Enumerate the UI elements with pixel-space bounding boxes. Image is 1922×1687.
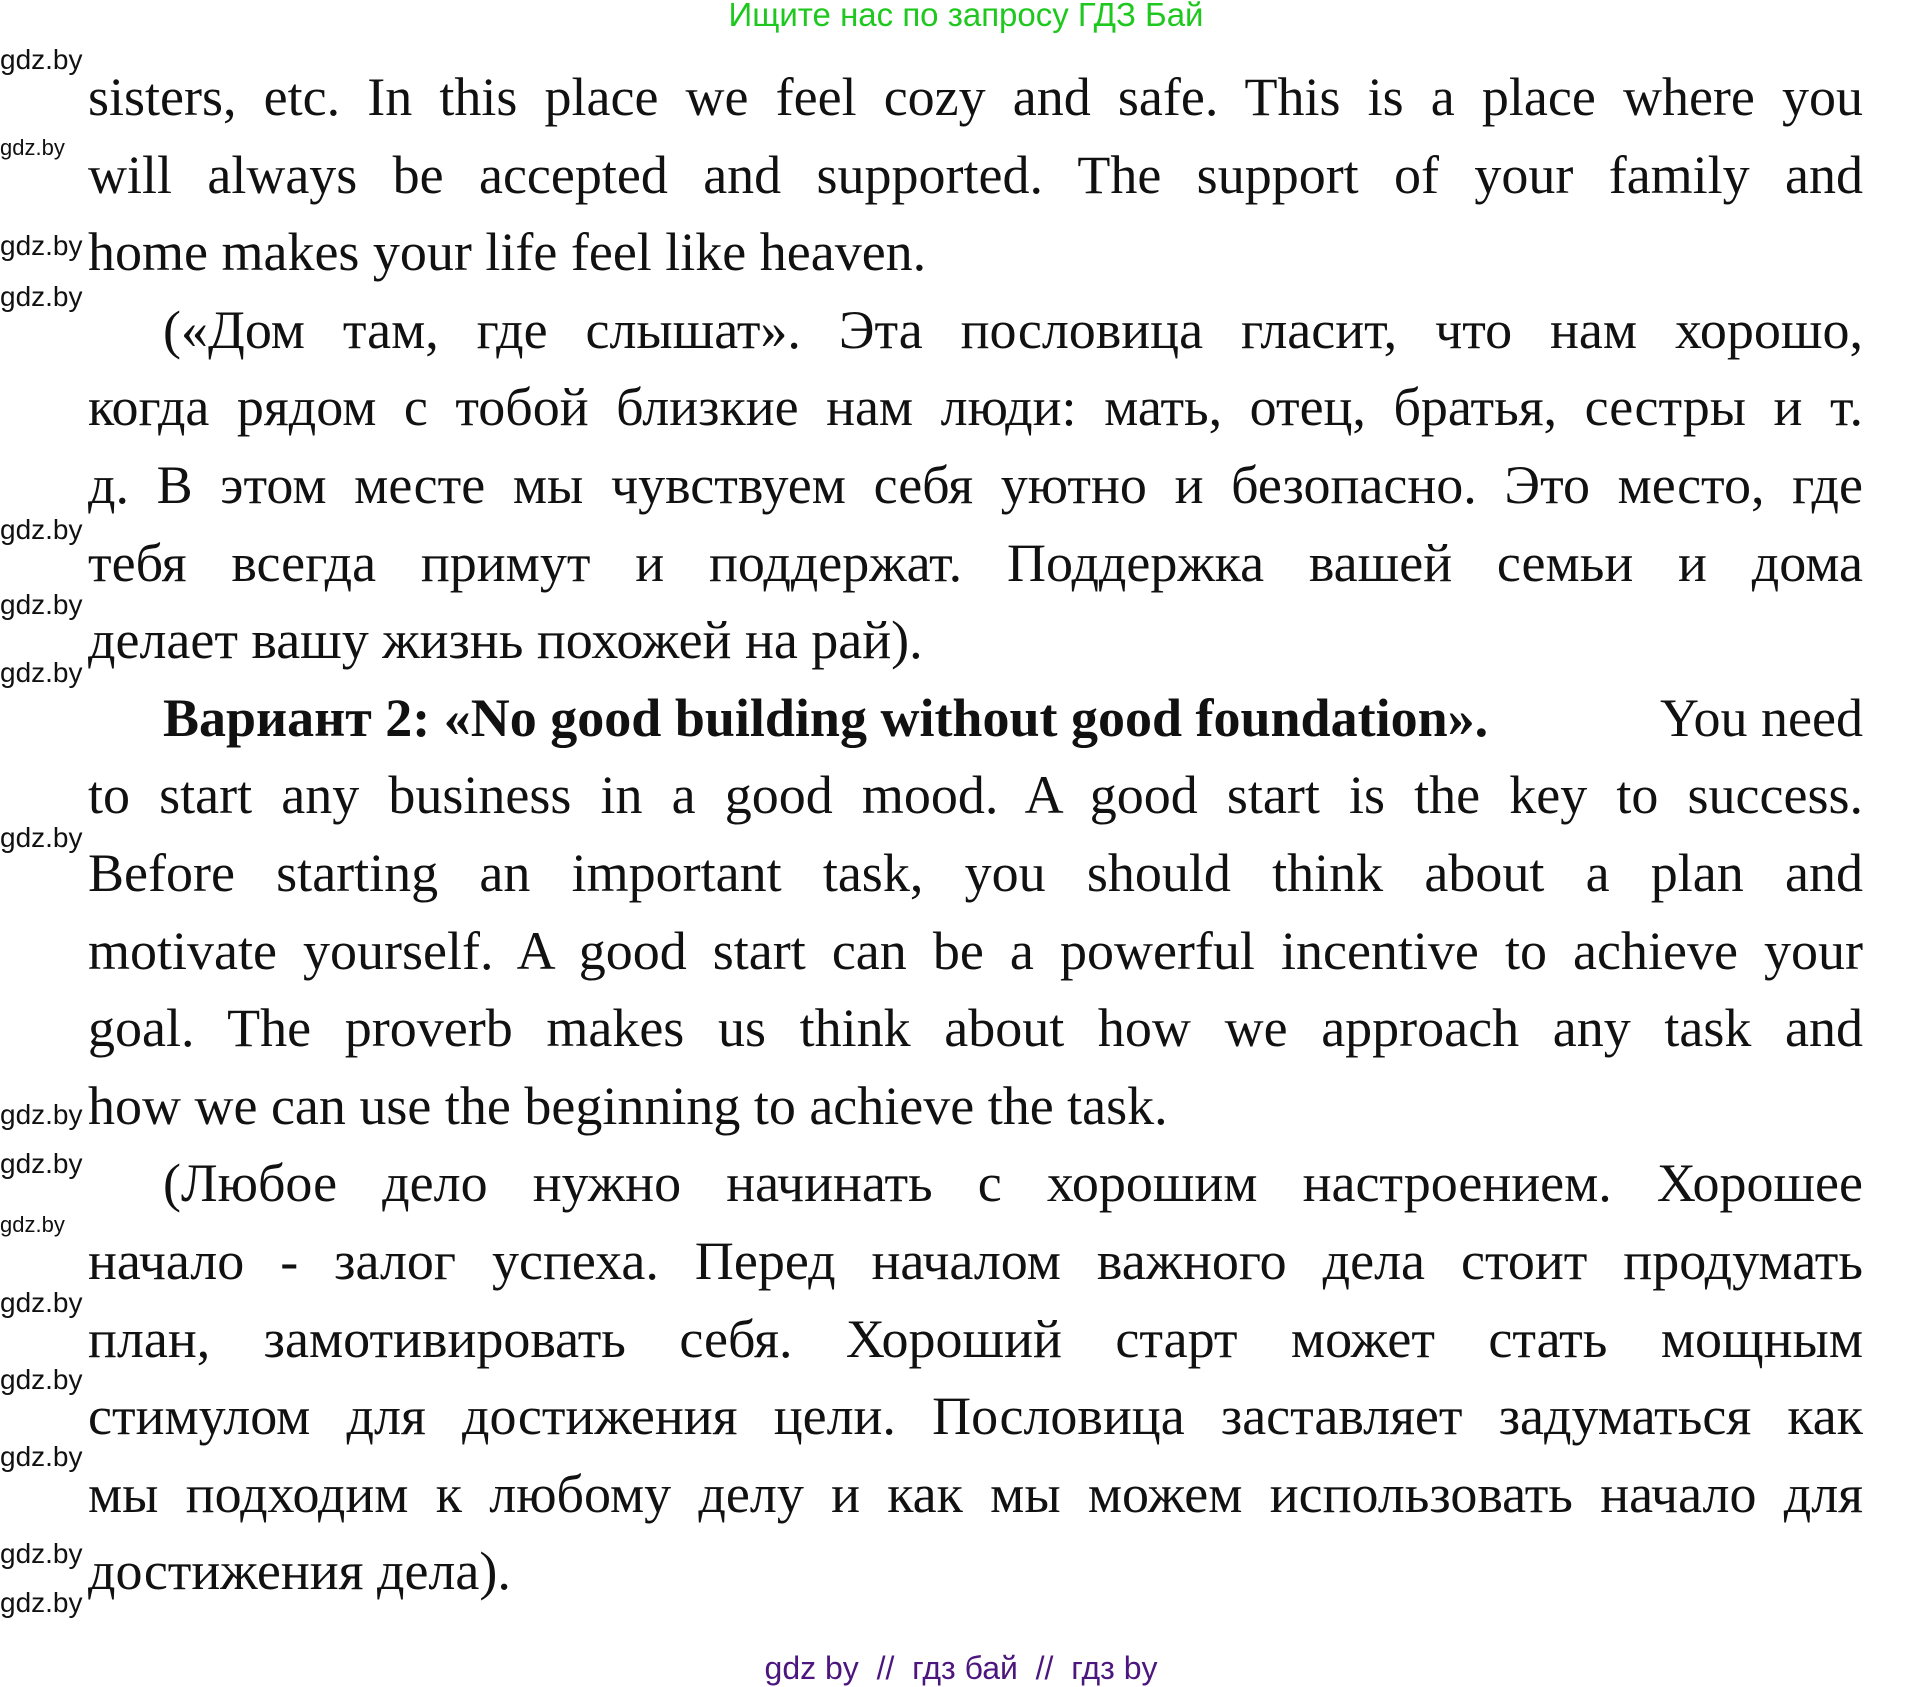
search-hint-banner: Ищите нас по запросу ГДЗ Бай	[728, 0, 1204, 33]
text-fragment: You need	[1659, 687, 1863, 748]
text-line: стимулом для достижения цели. Пословица заставляет задуматься как	[88, 1386, 1863, 1447]
text-line: goal. The proverb makes us think about how we approach any task and	[88, 998, 1863, 1059]
watermark: gdz.by	[0, 135, 65, 160]
text-line: («Дом там, где слышат». Эта пословица гласит, что нам хорошо,	[163, 299, 1863, 360]
watermark: gdz.by	[0, 1538, 83, 1569]
variant-heading-line	[88, 680, 1863, 758]
text-line: когда рядом с тобой близкие нам люди: мать, отец, братья, сестры и т.	[88, 377, 1863, 438]
text-line: (Любое дело нужно начинать с хорошим настроением. Хорошее	[163, 1153, 1863, 1214]
watermark: gdz.by	[0, 657, 83, 688]
document-body	[88, 59, 1863, 1611]
text-line: home makes your life feel like heaven.	[88, 222, 927, 283]
watermark: gdz.by	[0, 44, 83, 75]
text-line: Before starting an important task, you should think about a plan and	[88, 842, 1863, 903]
watermark: gdz.by	[0, 1587, 83, 1618]
text-line: делает вашу жизнь похожей на рай).	[88, 610, 923, 671]
watermark: gdz.by	[0, 1287, 83, 1318]
text-line: начало - залог успеха. Перед началом важного дела стоит продумать	[88, 1230, 1863, 1291]
watermark: gdz.by	[0, 1148, 83, 1179]
watermark: gdz.by	[0, 230, 83, 261]
variant-title: Вариант 2: «No good building without good foundation».	[163, 687, 1489, 748]
watermark: gdz.by	[0, 281, 83, 312]
text-line: достижения дела).	[88, 1541, 511, 1602]
footer-links: gdz by // гдз бай // гдз by	[764, 1650, 1158, 1686]
text-line: тебя всегда примут и поддержат. Поддержка вашей семьи и дома	[88, 532, 1863, 593]
text-line: to start any business in a good mood. A good start is the key to success.	[88, 765, 1863, 826]
text-line: д. В этом месте мы чувствуем себя уютно и безопасно. Это место, где	[88, 454, 1863, 515]
watermark: gdz.by	[0, 1441, 83, 1472]
watermark: gdz.by	[0, 822, 83, 853]
watermark: gdz.by	[0, 1212, 65, 1237]
text-line: motivate yourself. A good start can be a powerful incentive to achieve your	[88, 920, 1863, 981]
text-line: sisters, etc. In this place we feel cozy and safe. This is a place where you	[88, 67, 1863, 127]
watermark: gdz.by	[0, 514, 83, 545]
watermark: gdz.by	[0, 1364, 83, 1395]
watermark: gdz.by	[0, 589, 83, 620]
text-line: will always be accepted and supported. The support of your family and	[88, 144, 1863, 205]
watermark: gdz.by	[0, 1099, 83, 1130]
text-line: план, замотивировать себя. Хороший старт может стать мощным	[88, 1308, 1863, 1369]
text-line: how we can use the beginning to achieve the task.	[88, 1075, 1168, 1136]
text-line: мы подходим к любому делу и как мы можем использовать начало для	[88, 1463, 1863, 1524]
